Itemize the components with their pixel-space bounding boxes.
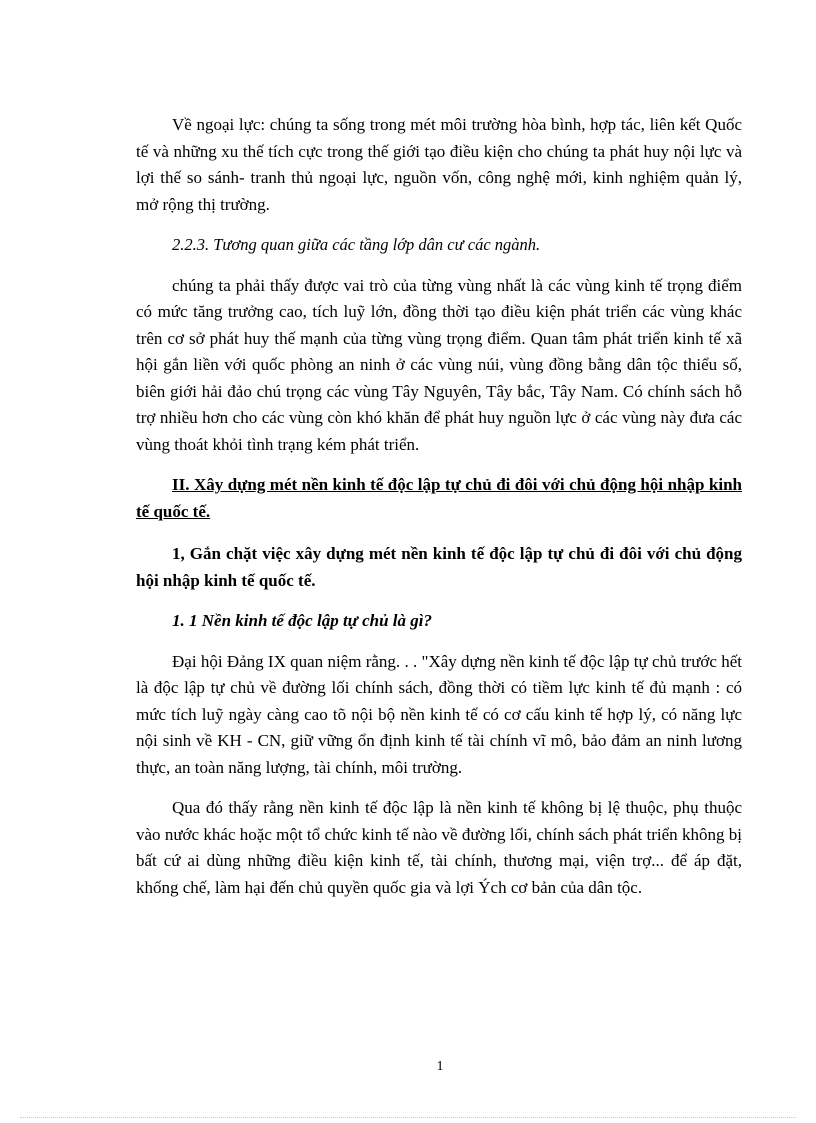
paragraph-regional-development: chúng ta phải thấy được vai trò của từng vùng nhất là các vùng kinh tế trọng điểm có mức tăng trưởng cao, tích luỹ lớn, đồng thời tạo điều kiện phát triển các vùng khác trên cơ sở phát huy thế mạnh của từng vùng trọng điểm. Quan tâm phát triển kinh tế xã hội gắn liền với quốc phòng an ninh ở các vùng núi, vùng đồng bằng dân tộc thiểu số, biên giới hải đảo chú trọng các vùng Tây Nguyên, Tây bắc, Tây Nam. Có chính sách hỗ trợ nhiều hơn cho các vùng còn khó khăn để phát huy nguồn lực ở các vùng này đưa các vùng thoát khỏi tình trạng kém phát triển. (136, 275, 742, 454)
section-heading-1: 1, Gắn chặt việc xây dựng mét nền kinh tế độc lập tự chủ đi đôi với chủ động hội nhập kinh tế quốc tế. (136, 544, 742, 590)
section-heading-II: II. Xây dựng mét nền kinh tế độc lập tự chủ đi đôi với chủ động hội nhập kinh tế quốc tế. (136, 475, 742, 521)
page-bottom-divider (20, 1117, 796, 1118)
paragraph-party-congress: Đại hội Đảng IX quan niệm rằng. . . "Xây dựng nền kinh tế độc lập tự chủ trước hết là độc lập tự chủ về đường lối chính sách, đồng thời có tiềm lực kinh tế đủ mạnh : có mức tích luỹ ngày càng cao tõ nội bộ nền kinh tế có cơ cấu kinh tế hợp lý, có năng lực nội sinh về KH - CN, giữ vững ổn định kinh tế tài chính vĩ mô, bảo đảm an ninh lương thực, an toàn năng lượng, tài chính, môi trường. (136, 651, 742, 777)
paragraph-external-forces: Về ngoại lực: chúng ta sống trong mét môi trường hòa bình, hợp tác, liên kết Quốc tế và những xu thế tích cực trong thế giới tạo điều kiện cho chúng ta phát huy nội lực và lợi thế so sánh- tranh thủ ngoại lực, nguồn vốn, công nghệ mới, kinh nghiệm quản lý, mở rộng thị trường. (136, 115, 742, 214)
paragraph-independent-economy: Qua đó thấy rằng nền kinh tế độc lập là nền kinh tế không bị lệ thuộc, phụ thuộc vào nước khác hoặc một tổ chức kinh tế nào về đường lối, chính sách phát triển không bị bất cứ ai dùng những điều kiện kinh tế, tài chính, thương mại, viện trợ... để áp đặt, khống chế, làm hại đến chủ quyền quốc gia và lợi Ých cơ bản của dân tộc. (136, 798, 742, 897)
page-number: 1 (436, 1059, 444, 1074)
section-heading-2-2-3: 2.2.3. Tương quan giữa các tầng lớp dân cư các ngành. (172, 235, 541, 254)
section-heading-1-1: 1. 1 Nền kinh tế độc lập tự chủ là gì? (172, 611, 433, 630)
document-body (136, 112, 742, 915)
